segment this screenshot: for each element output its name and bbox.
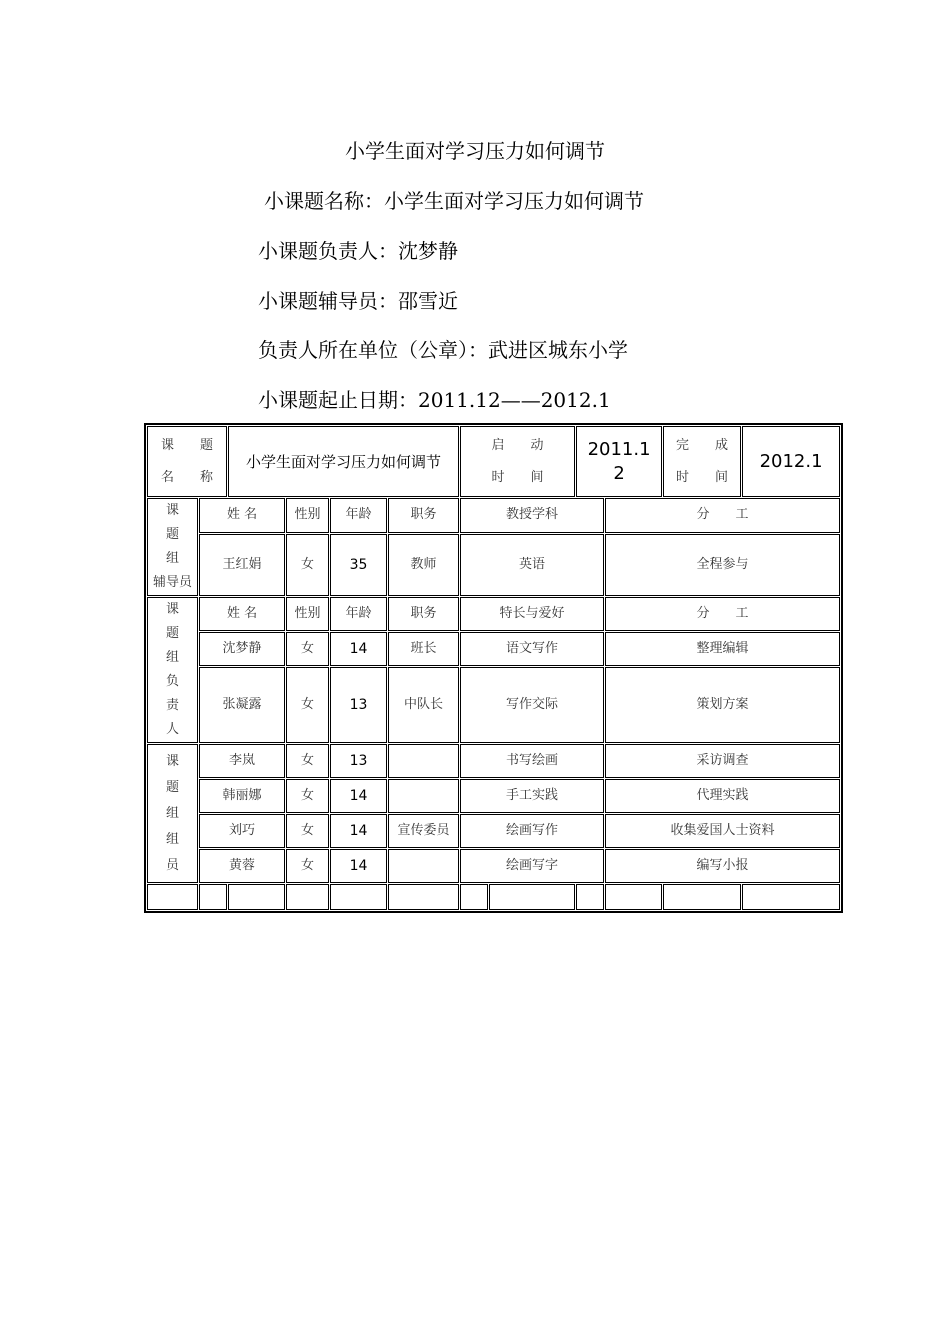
table-row bbox=[147, 534, 840, 596]
cell-gender: 女 bbox=[286, 849, 329, 883]
table-row bbox=[147, 667, 840, 743]
advisor-label-char: 组 bbox=[165, 551, 179, 566]
cell-duty: 编写小报 bbox=[605, 849, 840, 883]
topic-table bbox=[144, 423, 843, 913]
cell-name: 李岚 bbox=[199, 744, 285, 778]
cell-duty: 收集爱国人士资料 bbox=[605, 814, 840, 848]
member-label-char: 组 bbox=[165, 805, 179, 821]
table-header-row bbox=[147, 426, 840, 497]
cell-position: 班长 bbox=[388, 632, 459, 666]
cell-hobby: 手工实践 bbox=[460, 779, 604, 813]
cell-age: 14 bbox=[330, 814, 387, 848]
cell-age: 14 bbox=[330, 632, 387, 666]
column-header-name: 姓 名 bbox=[199, 597, 285, 631]
end-label-line-2: 时 间 bbox=[676, 469, 729, 485]
cell-age: 14 bbox=[330, 779, 387, 813]
start-time-label bbox=[460, 426, 575, 497]
info-dates: 小课题起止日期：2011.12——2012.1 bbox=[258, 388, 611, 412]
topic-label-line-2: 名 称 bbox=[161, 469, 214, 485]
cell-gender: 女 bbox=[286, 744, 329, 778]
empty-cell bbox=[199, 884, 227, 910]
column-header-age: 年龄 bbox=[330, 498, 387, 533]
cell-name: 韩丽娜 bbox=[199, 779, 285, 813]
topic-label-line-1: 课 题 bbox=[161, 437, 214, 453]
info-topic-name: 小课题名称：小学生面对学习压力如何调节 bbox=[264, 189, 644, 213]
table-row bbox=[147, 849, 840, 883]
table-row bbox=[147, 744, 840, 778]
cell-age: 13 bbox=[330, 744, 387, 778]
empty-cell bbox=[388, 884, 459, 910]
cell-position bbox=[388, 744, 459, 778]
empty-cell bbox=[330, 884, 387, 910]
member-label-char: 题 bbox=[165, 779, 179, 795]
start-value-line-2: 2 bbox=[613, 462, 625, 484]
topic-name-value: 小学生面对学习压力如何调节 bbox=[228, 426, 459, 497]
cell-hobby: 绘画写作 bbox=[460, 814, 604, 848]
cell-name: 王红娟 bbox=[199, 534, 285, 596]
advisor-label-char: 辅导员 bbox=[152, 575, 192, 590]
cell-duty: 策划方案 bbox=[605, 667, 840, 743]
cell-age: 14 bbox=[330, 849, 387, 883]
cell-gender: 女 bbox=[286, 667, 329, 743]
cell-hobby: 绘画写字 bbox=[460, 849, 604, 883]
column-header-duty: 分 工 bbox=[605, 498, 840, 533]
empty-cell bbox=[147, 884, 198, 910]
cell-name: 张凝露 bbox=[199, 667, 285, 743]
cell-name: 黄蓉 bbox=[199, 849, 285, 883]
column-header-hobby: 特长与爱好 bbox=[460, 597, 604, 631]
start-time-value bbox=[576, 426, 662, 497]
cell-duty: 整理编辑 bbox=[605, 632, 840, 666]
cell-age: 13 bbox=[330, 667, 387, 743]
empty-cell bbox=[228, 884, 285, 910]
empty-cell bbox=[742, 884, 840, 910]
start-value-line-1: 2011.1 bbox=[587, 438, 651, 460]
leader-label-char: 组 bbox=[165, 650, 179, 665]
leader-label-char: 责 bbox=[165, 698, 179, 713]
member-label-char: 员 bbox=[165, 857, 179, 873]
cell-gender: 女 bbox=[286, 534, 329, 596]
column-header-position: 职务 bbox=[388, 597, 459, 631]
cell-position bbox=[388, 779, 459, 813]
cell-hobby: 语文写作 bbox=[460, 632, 604, 666]
table-row bbox=[147, 814, 840, 848]
end-time-label bbox=[663, 426, 741, 497]
empty-cell bbox=[489, 884, 575, 910]
cell-age: 35 bbox=[330, 534, 387, 596]
leader-label-char: 题 bbox=[165, 626, 179, 641]
advisor-columns-row bbox=[147, 498, 840, 533]
column-header-gender: 性别 bbox=[286, 498, 329, 533]
empty-cell bbox=[286, 884, 329, 910]
empty-cell bbox=[605, 884, 662, 910]
end-time-value: 2012.1 bbox=[742, 426, 840, 497]
column-header-position: 职务 bbox=[388, 498, 459, 533]
column-header-name: 姓 名 bbox=[199, 498, 285, 533]
empty-cell bbox=[460, 884, 488, 910]
leader-label-char: 课 bbox=[165, 602, 179, 617]
member-label-char: 组 bbox=[165, 831, 179, 847]
column-header-age: 年龄 bbox=[330, 597, 387, 631]
advisor-label-char: 课 bbox=[165, 503, 179, 518]
start-label-line-2: 时 间 bbox=[491, 469, 544, 485]
column-header-duty: 分 工 bbox=[605, 597, 840, 631]
cell-duty: 采访调查 bbox=[605, 744, 840, 778]
info-unit: 负责人所在单位（公章）：武进区城东小学 bbox=[258, 338, 628, 362]
end-label-line-1: 完 成 bbox=[676, 437, 729, 453]
info-advisor: 小课题辅导员：邵雪近 bbox=[258, 289, 458, 313]
empty-cell bbox=[576, 884, 604, 910]
leader-columns-row bbox=[147, 597, 840, 631]
cell-gender: 女 bbox=[286, 779, 329, 813]
cell-position: 宣传委员 bbox=[388, 814, 459, 848]
leader-section-label bbox=[147, 597, 198, 743]
leader-label-char: 人 bbox=[165, 722, 179, 737]
column-header-subject: 教授学科 bbox=[460, 498, 604, 533]
column-header-gender: 性别 bbox=[286, 597, 329, 631]
advisor-label-char: 题 bbox=[165, 527, 179, 542]
cell-name: 沈梦静 bbox=[199, 632, 285, 666]
info-leader: 小课题负责人：沈梦静 bbox=[258, 239, 458, 263]
cell-hobby: 书写绘画 bbox=[460, 744, 604, 778]
cell-duty: 代理实践 bbox=[605, 779, 840, 813]
cell-subject: 英语 bbox=[460, 534, 604, 596]
cell-gender: 女 bbox=[286, 632, 329, 666]
cell-hobby: 写作交际 bbox=[460, 667, 604, 743]
cell-name: 刘巧 bbox=[199, 814, 285, 848]
empty-cell bbox=[663, 884, 741, 910]
start-label-line-1: 启 动 bbox=[491, 437, 544, 453]
cell-gender: 女 bbox=[286, 814, 329, 848]
empty-grid-row bbox=[147, 884, 840, 910]
cell-duty: 全程参与 bbox=[605, 534, 840, 596]
member-section-label bbox=[147, 744, 198, 883]
cell-position bbox=[388, 849, 459, 883]
cell-position: 中队长 bbox=[388, 667, 459, 743]
table-row bbox=[147, 779, 840, 813]
member-label-char: 课 bbox=[165, 753, 179, 769]
advisor-section-label bbox=[147, 498, 198, 596]
table-row bbox=[147, 632, 840, 666]
document-title: 小学生面对学习压力如何调节 bbox=[345, 139, 605, 163]
cell-position: 教师 bbox=[388, 534, 459, 596]
leader-label-char: 负 bbox=[165, 674, 179, 689]
topic-name-label bbox=[147, 426, 227, 497]
